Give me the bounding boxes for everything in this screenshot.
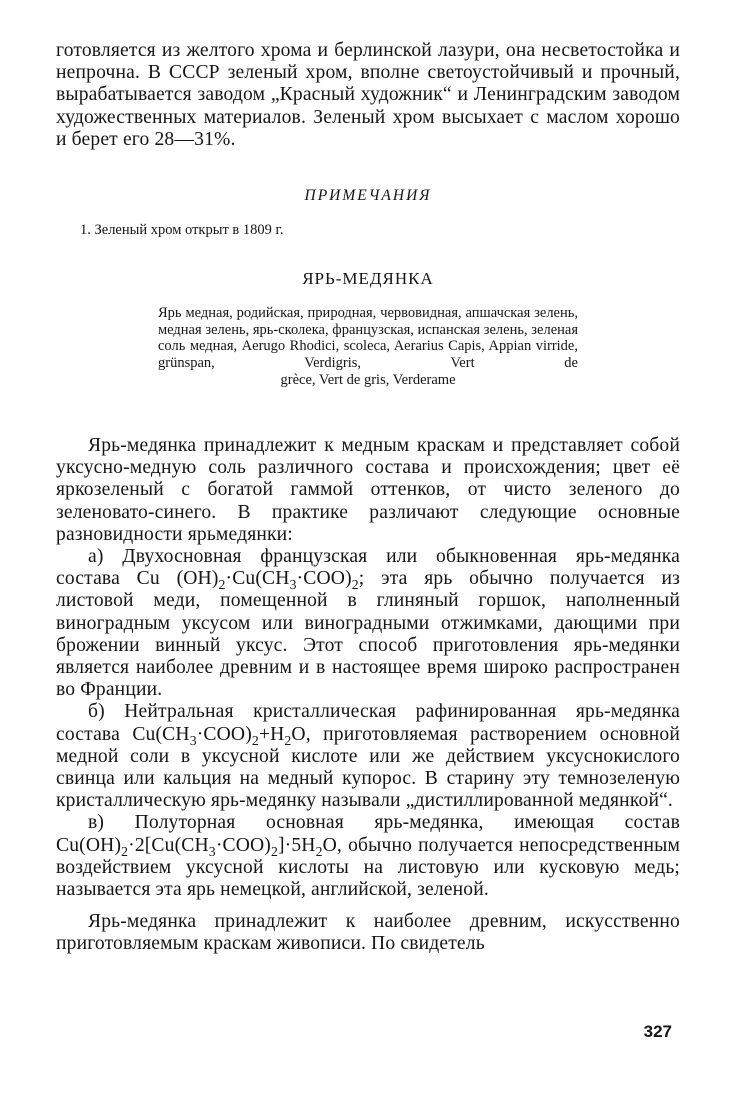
notes-heading: ПРИМЕЧАНИЯ xyxy=(304,187,432,204)
note-item: 1. Зеленый хром открыт в 1809 г. xyxy=(80,222,284,238)
paragraph-variety-b: б) Нейтральная кристаллическая рафинированная ярь-медянка состава $Cu(CH_3\cdot COO)_2+H_2O$, приготовляемая растворением основной медной соли в уксусной кислоте или же действием уксуснокислого свинца или кальция на медный купорос. В старину эту темнозеленую кристаллическую ярь-медянку называли „дистиллированной медянкой“. xyxy=(56,701,680,812)
section-heading-block xyxy=(56,268,680,290)
synonyms-last-line: grèce, Vert de gris, Verderame xyxy=(280,371,456,388)
intro-block xyxy=(56,40,680,151)
paragraph-variety-a: а) Двухосновная французская или обыкновенная ярь-медянка состава Cu $(OH)_2\cdot Cu(CH_3\cdot COO)_2$; эта ярь обычно получается из листовой меди, помещенной в глиняный горшок, наполненный виноградным уксусом или виноградными отжимками, дающими при брожении винный уксус. Этот способ приготовления ярь-медянки является наиболее древним и в настоящее время широко распространен во Франции. xyxy=(56,546,680,701)
paragraph-history: Ярь-медянка принадлежит к наиболее древним, искусственно приготовляемым краскам живописи. По свидетель xyxy=(56,911,680,955)
page-number: 327 xyxy=(643,1022,672,1041)
intro-paragraph: готовляется из желтого хрома и берлинской лазури, она несветостойка и непрочна. В СССР зеленый хром, вполне светоустойчивый и прочный, вырабатывается заводом „Красный художник“ и Ленинградским заводом художественных материалов. Зеленый хром высыхает с маслом хорошо и берет его 28—31%. xyxy=(56,40,680,150)
synonyms-list xyxy=(56,305,680,389)
notes-block xyxy=(56,186,680,239)
synonyms-main: Ярь медная, родийская, природная, червовидная, апшачская зелень, медная зелень, ярь-сколека, французская, испанская зелень, зеленая соль медная, Aerugo Rhodici, scoleca, Aerarius Capis, Appian virride, grünspan, Verdigris, Vert de xyxy=(158,305,578,372)
section-title: ЯРЬ-МЕДЯНКА xyxy=(302,269,434,288)
paragraph-variety-c: в) Полуторная основная ярь-медянка, имеющая состав $Cu(OH)_2\cdot 2[Cu(CH_3\cdot COO)_2]\cdot 5H_2O$, обычно получается непосредственным воздействием уксусной кислоты на листовую или кусковую медь; называется эта ярь немецкой, английской, зеленой. xyxy=(56,812,680,901)
paragraph-intro: Ярь-медянка принадлежит к медным краскам и представляет собой уксусно-медную соль различного состава и происхождения; цвет её яркозеленый с богатой гаммой оттенков, от чисто зеленого до зеленовато-синего. В практике различают следующие основные разновидности ярьмедянки: xyxy=(56,435,680,545)
synonyms-block xyxy=(56,305,680,389)
main-text xyxy=(56,435,680,956)
